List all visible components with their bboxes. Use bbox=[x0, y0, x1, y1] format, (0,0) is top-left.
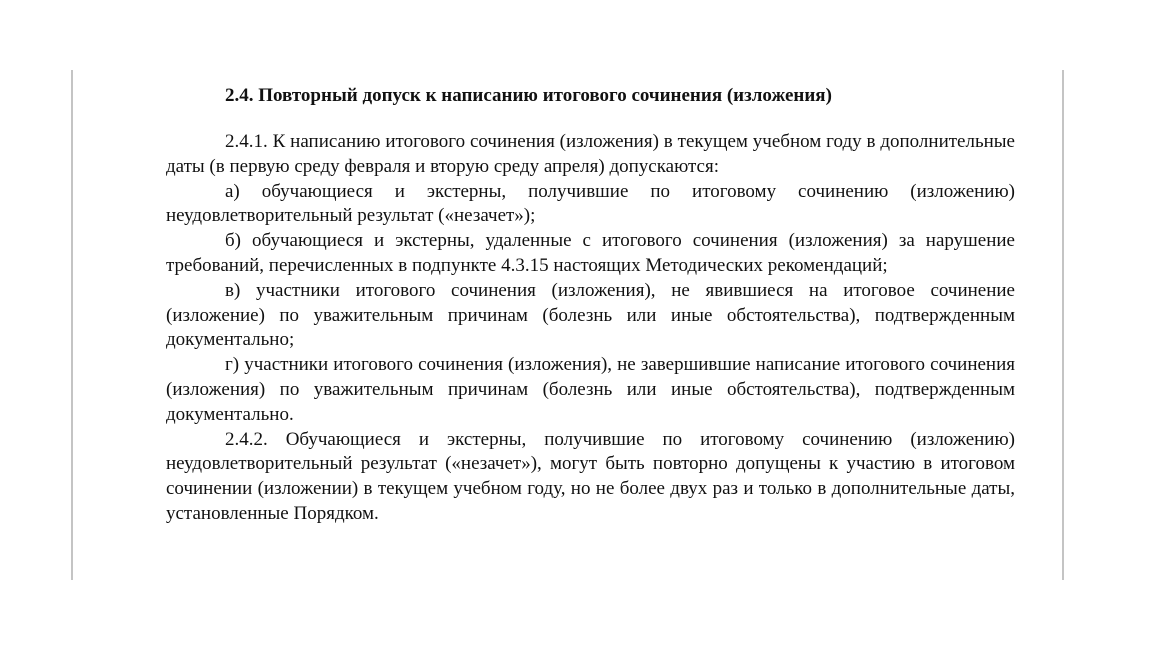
list-item-b: б) обучающиеся и экстерны, удаленные с итогового сочинения (изложения) за нарушение требований, перечисленных в подпункте 4.3.15 настоящих Методических рекомендаций; bbox=[166, 230, 1015, 276]
paragraph-2-4-2: 2.4.2. Обучающиеся и экстерны, получившие по итоговому сочинению (изложению) неудовлетворительный результат («незачет»), могут быть повторно допущены к участию в итоговом сочинении (изложении) в текущем учебном году, но не более двух раз и только в дополнительные даты, установленные Порядком. bbox=[166, 428, 1015, 524]
paragraph-2-4-1: 2.4.1. К написанию итогового сочинения (изложения) в текущем учебном году в дополнительные даты (в первую среду февраля и вторую среду апреля) допускаются: bbox=[166, 131, 1015, 177]
document-body bbox=[166, 130, 1015, 527]
page-left-edge bbox=[71, 70, 73, 580]
list-item-g: г) участники итогового сочинения (изложения), не завершившие написание итогового сочинения (изложения) по уважительным причинам (болезнь или иные обстоятельства), подтвержденным документально. bbox=[166, 354, 1015, 425]
page-right-edge bbox=[1062, 70, 1064, 580]
list-item-v: в) участники итогового сочинения (изложения), не явившиеся на итоговое сочинение (изложение) по уважительным причинам (болезнь или иные обстоятельства), подтвержденным документально; bbox=[166, 279, 1015, 351]
document-page bbox=[166, 82, 1015, 527]
list-item-a: а) обучающиеся и экстерны, получившие по итоговому сочинению (изложению) неудовлетворительный результат («незачет»); bbox=[166, 180, 1015, 227]
section-heading: 2.4. Повторный допуск к написанию итогового сочинения (изложения) bbox=[225, 85, 832, 106]
